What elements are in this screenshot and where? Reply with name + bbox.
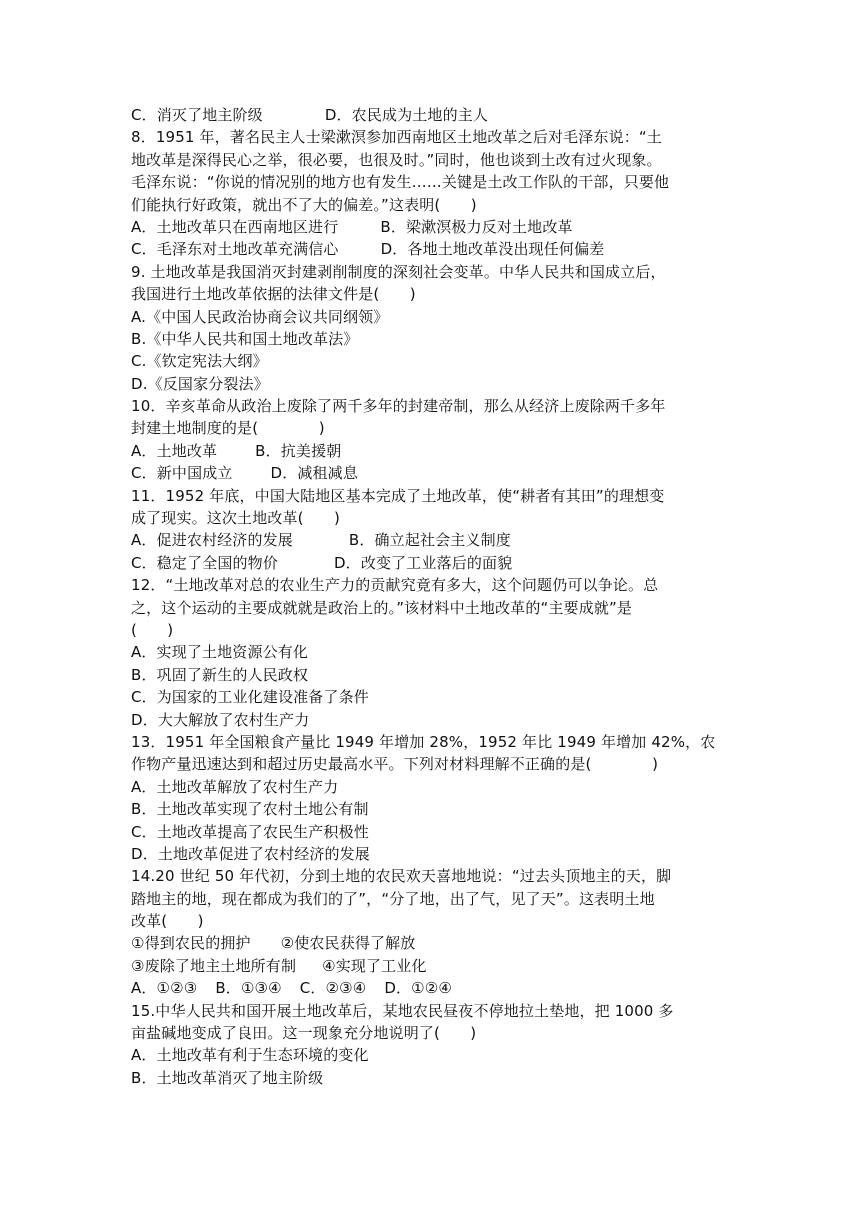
statement-row: ③废除了地主土地所有制 ④实现了工业化 xyxy=(131,956,427,975)
option: D．大大解放了农村生产力 xyxy=(131,710,310,729)
option-row: A．土地改革只在西南地区进行 B．梁漱溟极力反对土地改革 xyxy=(131,217,573,236)
question-9: 9. 土地改革是我国消灭封建剥削制度的深刻社会变革。中华人民共和国成立后， xyxy=(131,262,666,281)
question-12: 12．“土地改革对总的农业生产力的贡献究竟有多大，这个问题仍可以争论。总 xyxy=(131,576,659,595)
question-8: 8．1951 年，著名民主人士梁漱溟参加西南地区土地改革之后对毛泽东说：“土 xyxy=(131,128,662,147)
option: A．实现了土地资源公有化 xyxy=(131,643,309,662)
option: C．为国家的工业化建设准备了条件 xyxy=(131,688,369,707)
question-text: 作物产量迅速达到和超过历史最高水平。下列对材料理解不正确的是( ) xyxy=(131,755,659,774)
option: D.《反国家分裂法》 xyxy=(131,374,269,393)
question-10: 10．辛亥革命从政治上废除了两千多年的封建帝制，那么从经济上废除两千多年 xyxy=(131,397,666,416)
question-text: 踏地主的地，现在都成为我们的了”，“分了地，出了气，见了天”。这表明土地 xyxy=(131,889,655,908)
option-row: C．稳定了全国的物价 D．改变了工业落后的面貌 xyxy=(131,553,513,572)
option: B．巩固了新生的人民政权 xyxy=(131,665,309,684)
option: A．土地改革有利于生态环境的变化 xyxy=(131,1046,369,1065)
option-row: A．①②③ B．①③④ C．②③④ D．①②④ xyxy=(131,979,452,998)
option-row: C．毛泽东对土地改革充满信心 D．各地土地改革没出现任何偏差 xyxy=(131,240,605,259)
question-14: 14.20 世纪 50 年代初，分到土地的农民欢天喜地地说：“过去头顶地主的天，脚 xyxy=(131,867,672,886)
question-text: 成了现实。这次土地改革( ) xyxy=(131,509,340,528)
statement-row: ①得到农民的拥护 ②使农民获得了解放 xyxy=(131,934,416,953)
question-text: 改革( ) xyxy=(131,912,204,931)
option: B．土地改革实现了农村土地公有制 xyxy=(131,800,369,819)
option: A.《中国人民政治协商会议共同纲领》 xyxy=(131,307,389,326)
question-text: 地改革是深得民心之举，很必要，也很及时。”同时，他也谈到土改有过火现象。 xyxy=(131,150,662,169)
question-15: 15.中华人民共和国开展土地改革后，某地农民昼夜不停地拉土垫地，把 1000 多 xyxy=(131,1001,674,1020)
question-text: 亩盐碱地变成了良田。这一现象充分地说明了( ) xyxy=(131,1024,477,1043)
question-text: 毛泽东说：“你说的情况别的地方也有发生……关键是土改工作队的干部，只要他 xyxy=(131,173,670,192)
question-text: 封建土地制度的是( ) xyxy=(131,419,325,438)
exam-page xyxy=(131,104,731,1089)
option-row: A．土地改革 B．抗美援朝 xyxy=(131,441,342,460)
question-text: 我国进行土地改革依据的法律文件是( ) xyxy=(131,285,416,304)
question-text: ( ) xyxy=(131,620,174,639)
option: B．土地改革消灭了地主阶级 xyxy=(131,1068,324,1087)
option: A．土地改革解放了农村生产力 xyxy=(131,777,339,796)
question-11: 11．1952 年底，中国大陆地区基本完成了土地改革，使“耕者有其田”的理想变 xyxy=(131,486,665,505)
question-text: 之，这个运动的主要成就就是政治上的。”该材料中土地改革的“主要成就”是 xyxy=(131,598,633,617)
option: C.《钦定宪法大纲》 xyxy=(131,352,268,371)
question-13: 13．1951 年全国粮食产量比 1949 年增加 28%，1952 年比 1949 年增加 42%，农 xyxy=(131,732,716,751)
option: C．土地改革提高了农民生产积极性 xyxy=(131,822,369,841)
option-row: A．促进农村经济的发展 B．确立起社会主义制度 xyxy=(131,531,511,550)
option: D．土地改革促进了农村经济的发展 xyxy=(131,844,370,863)
question-text: 们能执行好政策，就出不了大的偏差。”这表明( ) xyxy=(131,195,477,214)
option-row: C．新中国成立 D．减租减息 xyxy=(131,464,358,483)
option-row: C．消灭了地主阶级 D．农民成为土地的主人 xyxy=(131,106,489,124)
option: B.《中华人民共和国土地改革法》 xyxy=(131,329,359,348)
